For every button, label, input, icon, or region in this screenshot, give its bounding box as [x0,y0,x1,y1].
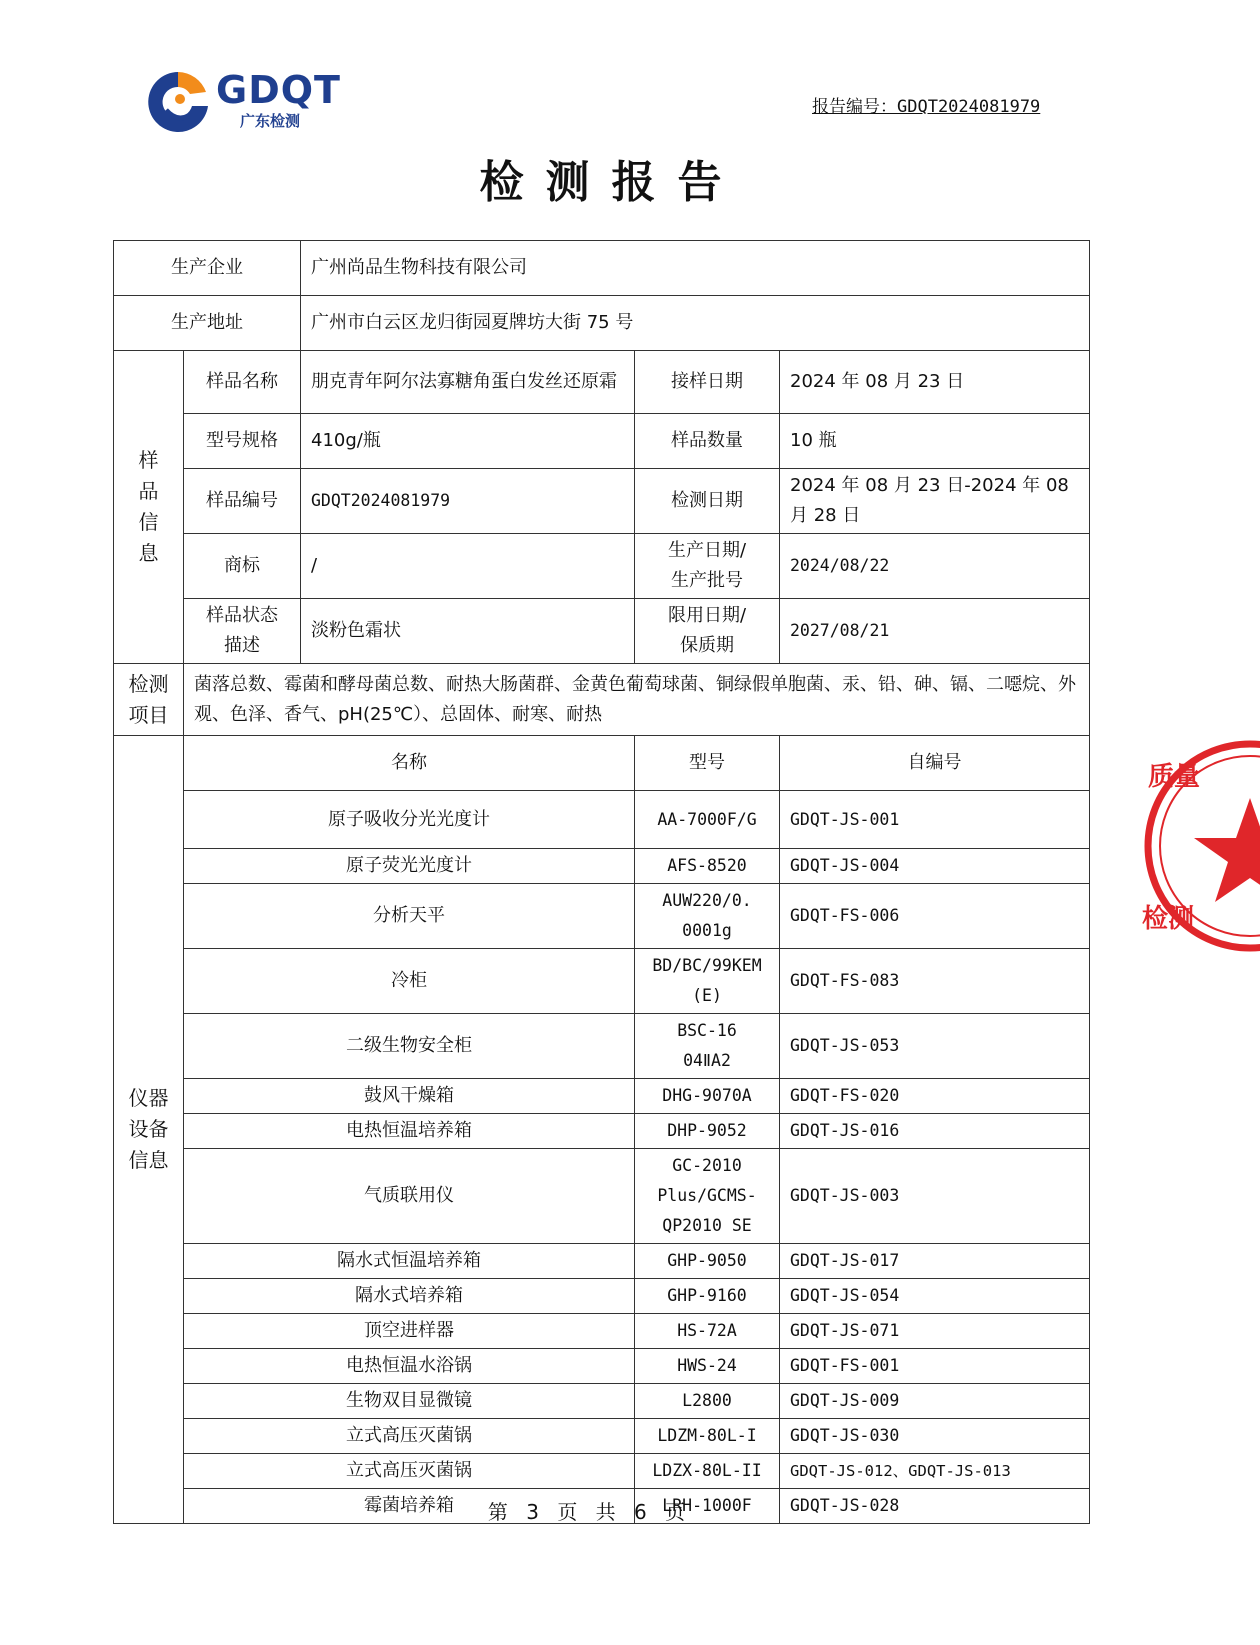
instrument-header-name: 名称 [184,736,635,791]
instrument-name: 立式高压灭菌锅 [184,1419,635,1454]
test-date-label: 检测日期 [635,469,780,534]
instrument-name: 顶空进样器 [184,1314,635,1349]
test-date-value: 2024 年 08 月 23 日-2024 年 08 月 28 日 [780,469,1090,534]
instrument-name: 原子吸收分光光度计 [184,791,635,849]
company-value: 广州尚品生物科技有限公司 [301,241,1090,296]
instrument-model: GC-2010 Plus/GCMS-QP2010 SE [635,1149,780,1244]
instrument-name: 分析天平 [184,884,635,949]
instrument-header-row [114,736,1090,791]
instrument-id: GDQT-JS-001 [780,791,1090,849]
instrument-name: 隔水式恒温培养箱 [184,1244,635,1279]
company-logo [140,66,350,136]
instrument-model: AFS-8520 [635,849,780,884]
instrument-id: GDQT-JS-016 [780,1114,1090,1149]
instrument-row [114,884,1090,949]
quantity-value: 10 瓶 [780,414,1090,469]
instrument-name: 生物双目显微镜 [184,1384,635,1419]
test-items-label: 检测项目 [114,664,184,736]
instrument-row [114,791,1090,849]
receive-date-value: 2024 年 08 月 23 日 [780,351,1090,414]
brand-value: / [301,534,635,599]
instrument-id: GDQT-JS-012、GDQT-JS-013 [780,1454,1090,1489]
instrument-name: 冷柜 [184,949,635,1014]
sample-name-value: 朋克青年阿尔法寡糖角蛋白发丝还原霜 [301,351,635,414]
instrument-model: LDZM-80L-I [635,1419,780,1454]
page-title: 检测报告 [479,157,744,208]
instrument-name: 隔水式培养箱 [184,1279,635,1314]
test-items-row [114,664,1090,736]
instrument-id: GDQT-FS-001 [780,1349,1090,1384]
instrument-id: GDQT-FS-020 [780,1079,1090,1114]
instrument-model: LDZX-80L-II [635,1454,780,1489]
instrument-name: 立式高压灭菌锅 [184,1454,635,1489]
report-number: 报告编号：GDQT2024081979 [812,97,1041,117]
page-number: 第 3 页 共 6 页 [487,1500,692,1524]
instrument-id: GDQT-FS-083 [780,949,1090,1014]
expiry-value: 2027/08/21 [780,599,1090,664]
spec-label: 型号规格 [184,414,301,469]
sample-name-label: 样品名称 [184,351,301,414]
sample-state-value: 淡粉色霜状 [301,599,635,664]
instrument-model: DHG-9070A [635,1079,780,1114]
instrument-model: LRH-1000F [635,1489,780,1524]
instrument-row [114,1244,1090,1279]
instrument-row [114,1079,1090,1114]
instrument-model: AUW220/0.0001g [635,884,780,949]
instrument-header-model: 型号 [635,736,780,791]
sample-section-label: 样品信息 [114,351,184,664]
seal-text-top: 质量 [1148,762,1201,792]
brand-label: 商标 [184,534,301,599]
instrument-name: 电热恒温水浴锅 [184,1349,635,1384]
production-date-value: 2024/08/22 [780,534,1090,599]
sample-row [114,469,1090,534]
instrument-row [114,1279,1090,1314]
instrument-row [114,1014,1090,1079]
instrument-model: GHP-9050 [635,1244,780,1279]
instrument-model: AA-7000F/G [635,791,780,849]
instrument-model: HS-72A [635,1314,780,1349]
instrument-id: GDQT-JS-017 [780,1244,1090,1279]
instrument-id: GDQT-JS-009 [780,1384,1090,1419]
spec-value: 410g/瓶 [301,414,635,469]
instrument-row [114,1114,1090,1149]
instrument-id: GDQT-FS-006 [780,884,1090,949]
receive-date-label: 接样日期 [635,351,780,414]
instrument-id: GDQT-JS-028 [780,1489,1090,1524]
instrument-name: 原子荧光光度计 [184,849,635,884]
quantity-label: 样品数量 [635,414,780,469]
instrument-row [114,1419,1090,1454]
instrument-row [114,1454,1090,1489]
production-date-label: 生产日期/生产批号 [635,534,780,599]
sample-row [114,599,1090,664]
sample-no-value: GDQT2024081979 [301,469,635,534]
test-items-value: 菌落总数、霉菌和酵母菌总数、耐热大肠菌群、金黄色葡萄球菌、铜绿假单胞菌、汞、铅、砷、镉、二噁烷、外观、色泽、香气、pH(25℃）、总固体、耐寒、耐热 [184,664,1090,736]
sample-row [114,414,1090,469]
sample-no-label: 样品编号 [184,469,301,534]
instrument-row [114,949,1090,1014]
expiry-label: 限用日期/保质期 [635,599,780,664]
sample-row [114,351,1090,414]
instrument-name: 气质联用仪 [184,1149,635,1244]
instrument-row [114,849,1090,884]
seal-text-bottom: 检测 [1142,904,1195,934]
inspection-seal [1140,736,1260,956]
company-row [114,241,1090,296]
instrument-row [114,1349,1090,1384]
report-table [113,240,1090,1524]
address-value: 广州市白云区龙归街园夏牌坊大街 75 号 [301,296,1090,351]
company-label: 生产企业 [114,241,301,296]
instrument-model: HWS-24 [635,1349,780,1384]
instrument-model: BSC-1604ⅡA2 [635,1014,780,1079]
logo-text: GDQT [216,68,341,112]
sample-state-label: 样品状态描述 [184,599,301,664]
instrument-model: DHP-9052 [635,1114,780,1149]
instrument-model: GHP-9160 [635,1279,780,1314]
instrument-id: GDQT-JS-071 [780,1314,1090,1349]
instrument-name: 鼓风干燥箱 [184,1079,635,1114]
instrument-id: GDQT-JS-030 [780,1419,1090,1454]
instrument-row [114,1149,1090,1244]
instrument-row [114,1384,1090,1419]
address-row [114,296,1090,351]
instrument-row [114,1314,1090,1349]
instrument-id: GDQT-JS-004 [780,849,1090,884]
logo-mark-icon [140,66,216,136]
sample-row [114,534,1090,599]
instrument-model: BD/BC/99KEM(E) [635,949,780,1014]
instrument-id: GDQT-JS-053 [780,1014,1090,1079]
address-label: 生产地址 [114,296,301,351]
instrument-header-id: 自编号 [780,736,1090,791]
instrument-model: L2800 [635,1384,780,1419]
instrument-name: 二级生物安全柜 [184,1014,635,1079]
instrument-name: 电热恒温培养箱 [184,1114,635,1149]
instrument-name: 霉菌培养箱 [184,1489,635,1524]
instrument-id: GDQT-JS-054 [780,1279,1090,1314]
instrument-section-label: 仪器设备信息 [114,736,184,1524]
logo-subtext: 广东检测 [240,112,301,130]
instrument-id: GDQT-JS-003 [780,1149,1090,1244]
